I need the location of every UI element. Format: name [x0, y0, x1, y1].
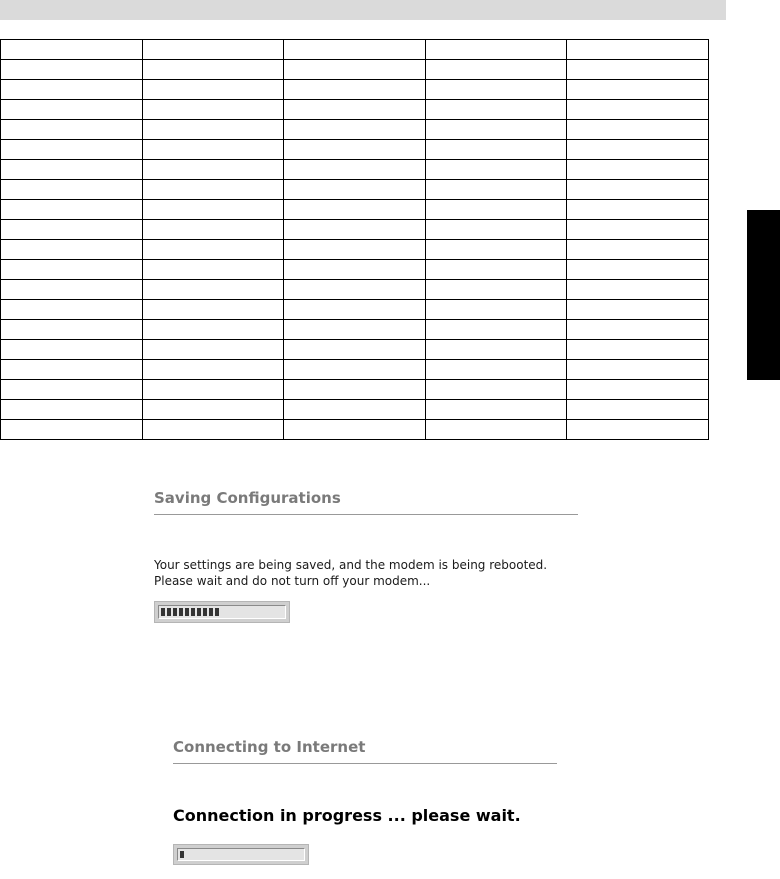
table-row — [1, 320, 709, 340]
table-cell — [142, 220, 284, 240]
table-cell — [142, 100, 284, 120]
table-cell — [142, 180, 284, 200]
table-cell — [567, 240, 709, 260]
table-cell — [142, 80, 284, 100]
connecting-message: Connection in progress ... please wait. — [173, 806, 521, 825]
table-cell — [567, 60, 709, 80]
table-cell — [425, 340, 567, 360]
table-cell — [1, 160, 143, 180]
table-cell — [142, 200, 284, 220]
table-cell — [1, 320, 143, 340]
saving-title: Saving Configurations — [154, 489, 341, 507]
table-cell — [284, 380, 426, 400]
table-cell — [284, 200, 426, 220]
table-cell — [567, 180, 709, 200]
table-row — [1, 340, 709, 360]
table-cell — [567, 400, 709, 420]
side-tab-marker — [747, 210, 780, 380]
table-cell — [142, 380, 284, 400]
table-cell — [284, 320, 426, 340]
table-cell — [284, 340, 426, 360]
table-cell — [142, 120, 284, 140]
table-cell — [567, 340, 709, 360]
table-cell — [284, 120, 426, 140]
table-cell — [1, 40, 143, 60]
table-row — [1, 380, 709, 400]
table-cell — [567, 140, 709, 160]
table-cell — [1, 240, 143, 260]
table-cell — [425, 240, 567, 260]
table-row — [1, 420, 709, 440]
header-bar — [0, 0, 726, 20]
table-cell — [284, 300, 426, 320]
connecting-title: Connecting to Internet — [173, 738, 366, 756]
table-cell — [425, 140, 567, 160]
table-cell — [425, 420, 567, 440]
table-cell — [1, 420, 143, 440]
table-cell — [1, 200, 143, 220]
table-cell — [1, 340, 143, 360]
table-cell — [425, 80, 567, 100]
table-cell — [284, 360, 426, 380]
table-cell — [1, 220, 143, 240]
table-cell — [1, 400, 143, 420]
table-cell — [425, 380, 567, 400]
table-cell — [567, 380, 709, 400]
table-cell — [142, 60, 284, 80]
saving-progress-bar — [154, 601, 290, 623]
table-cell — [284, 240, 426, 260]
table-cell — [567, 200, 709, 220]
connecting-progress-fill — [180, 851, 186, 858]
table-cell — [1, 80, 143, 100]
table-cell — [1, 300, 143, 320]
table-row — [1, 100, 709, 120]
table-cell — [425, 180, 567, 200]
table-cell — [567, 420, 709, 440]
table-cell — [284, 140, 426, 160]
table-cell — [567, 80, 709, 100]
table-row — [1, 160, 709, 180]
table-cell — [567, 100, 709, 120]
table-cell — [425, 120, 567, 140]
table-cell — [1, 360, 143, 380]
table-row — [1, 300, 709, 320]
table-cell — [284, 400, 426, 420]
table-cell — [425, 300, 567, 320]
table-cell — [142, 300, 284, 320]
table-cell — [425, 360, 567, 380]
table-cell — [425, 220, 567, 240]
table-cell — [567, 260, 709, 280]
table-cell — [567, 360, 709, 380]
table-cell — [284, 160, 426, 180]
table-cell — [284, 280, 426, 300]
connecting-title-rule — [173, 763, 557, 764]
table-cell — [1, 120, 143, 140]
empty-grid-table — [0, 39, 709, 440]
table-cell — [567, 320, 709, 340]
table-row — [1, 140, 709, 160]
table-cell — [142, 400, 284, 420]
table-cell — [284, 80, 426, 100]
table-cell — [142, 40, 284, 60]
table-row — [1, 400, 709, 420]
table-cell — [425, 280, 567, 300]
table-cell — [425, 400, 567, 420]
table-cell — [284, 60, 426, 80]
table-cell — [425, 60, 567, 80]
saving-progress-fill — [161, 608, 220, 616]
table-cell — [425, 160, 567, 180]
table-cell — [425, 260, 567, 280]
table-row — [1, 180, 709, 200]
connecting-progress-bar — [173, 844, 309, 865]
table-cell — [1, 60, 143, 80]
table-cell — [1, 140, 143, 160]
table-cell — [284, 260, 426, 280]
table-cell — [425, 100, 567, 120]
table-cell — [567, 300, 709, 320]
table-cell — [1, 380, 143, 400]
table-row — [1, 80, 709, 100]
table-cell — [284, 220, 426, 240]
table-cell — [425, 40, 567, 60]
table-cell — [142, 160, 284, 180]
table-cell — [142, 280, 284, 300]
table-cell — [567, 280, 709, 300]
table-cell — [142, 140, 284, 160]
table-cell — [142, 320, 284, 340]
table-cell — [284, 180, 426, 200]
table-row — [1, 240, 709, 260]
table-cell — [142, 340, 284, 360]
table-row — [1, 40, 709, 60]
saving-title-rule — [154, 514, 578, 515]
connecting-progress-track — [177, 848, 305, 861]
table-cell — [1, 280, 143, 300]
table-cell — [567, 220, 709, 240]
table-cell — [142, 360, 284, 380]
table-cell — [567, 120, 709, 140]
table-cell — [567, 40, 709, 60]
table-cell — [284, 420, 426, 440]
table-cell — [284, 40, 426, 60]
table-row — [1, 120, 709, 140]
table-cell — [425, 320, 567, 340]
table-cell — [142, 240, 284, 260]
table-row — [1, 220, 709, 240]
saving-message-line2: Please wait and do not turn off your modem... — [154, 574, 431, 588]
saving-progress-track — [158, 605, 286, 619]
table-cell — [567, 160, 709, 180]
table-row — [1, 360, 709, 380]
table-row — [1, 260, 709, 280]
table-row — [1, 200, 709, 220]
table-cell — [142, 420, 284, 440]
table-row — [1, 280, 709, 300]
table-cell — [425, 200, 567, 220]
table-row — [1, 60, 709, 80]
saving-message-line1: Your settings are being saved, and the modem is being rebooted. — [154, 558, 548, 572]
table-cell — [1, 260, 143, 280]
table-cell — [1, 180, 143, 200]
table-cell — [142, 260, 284, 280]
table-cell — [1, 100, 143, 120]
table-cell — [284, 100, 426, 120]
